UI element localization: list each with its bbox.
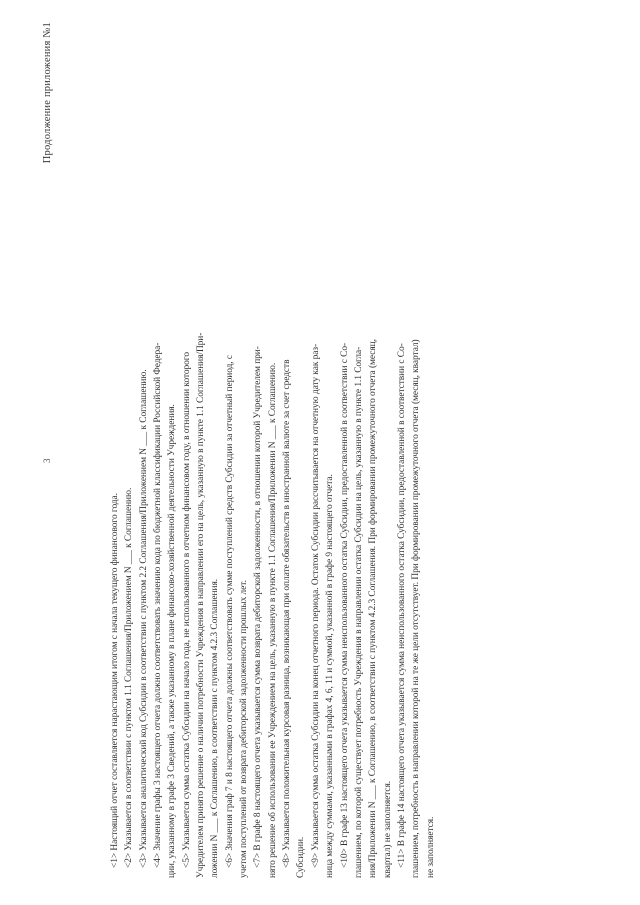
footnote-line: <7> В графе 8 настоящего отчета указывается сумма возврата дебиторской задолженности, в отношении которой Учредителем при- (253, 345, 264, 868)
appendix-continuation-header: Продолжение приложения №1 (42, 21, 53, 163)
footnote-line: <4> Значение графы 3 настоящего отчета должно соответствовать значению кода по бюджетной классификации Российской Федера- (153, 342, 164, 868)
footnote-line: ложении N ___ к Соглашению, в соответствии с пунктом 4.2.3 Соглашения. (210, 578, 221, 878)
footnote-line: <10> В графе 13 настоящего отчета указывается сумма неиспользованного остатка Субсидии, предоставленной в соответствии с Со- (339, 342, 350, 868)
footnote-line: квартал) не заполняется. (382, 780, 393, 878)
footnote-line: <9> Указывается сумма остатка Субсидии на конец отчетного периода. Остаток Субсидии рассчитывается на отчетную дату как раз- (310, 343, 321, 868)
footnote-line: глашением, по которой существует потребность Учреждения в направлении остатка Субсидии на цель, указанную в пункте 1.1 Согла- (353, 346, 364, 878)
footnote-line: <6> Значения граф 7 и 8 настоящего отчета должны соответствовать сумме поступлений средств Субсидии за отчетный период, с (224, 354, 235, 868)
page-number: 3 (42, 458, 52, 463)
footnote-line: ции, указанному в графе 3 Сведений, а также указанному в плане финансово-хозяйственной деятельности Учреждения. (167, 403, 178, 878)
footnote-line: не заполняется. (425, 816, 436, 878)
footnotes-block (108, 18, 438, 878)
footnote-line: <2> Указывается в соответствии с пунктом 1.1 Соглашения/Приложением N ___ к Соглашению. (124, 487, 135, 868)
footnote-line: ния/Приложении N ___ к Соглашению, в соответствии с пунктом 4.2.3 Соглашения. При формировании промежуточного отчета (месяц, (368, 338, 379, 878)
footnote-line: <8> Указывается положительная курсовая разница, возникающая при оплате обязательств в иностранной валюте за счет средств (282, 359, 293, 868)
footnote-line: Учредителем принято решение о наличии потребности Учреждения в направлении его на цель, указанную в пункте 1.1 Соглашения/При- (196, 332, 207, 878)
footnote-line: <5> Указывается сумма остатка Субсидии на начало года, не использованного в отчетном финансовом году, в отношении которого (181, 351, 192, 868)
footnote-line: ница между суммами, указанными в графах 4, 6, 11 и суммой, указанной в графе 9 настоящего отчета. (325, 473, 336, 878)
footnote-line: нято решение об использовании ее Учреждением на цель, указанную в пункте 1.1 Соглашения/Приложении N ___ к Соглашению. (267, 362, 278, 878)
footnote-line: <3> Указывается аналитический код Субсидии в соответствии с пунктом 2.2 Соглашения/Приложением N ___ к Соглашению. (138, 368, 149, 868)
rotated-content (40, 8, 600, 898)
footnote-line: <11> В графе 14 настоящего отчета указывается сумма неиспользованного остатка Субсидии, предоставленной в соответствии с Со- (396, 342, 407, 868)
footnote-line: <1> Настоящий отчет составляется нарастающим итогом с начала текущего финансового года. (110, 492, 120, 868)
footnote-line: глашением, потребность в направлении которой на те же цели отсутствует. При формировании промежуточного отчета (месяц, квартал) (411, 338, 422, 878)
footnote-line: Субсидии. (296, 836, 307, 878)
footnote-line: учетом поступлений от возврата дебиторской задолженности прошлых лет. (239, 579, 250, 878)
